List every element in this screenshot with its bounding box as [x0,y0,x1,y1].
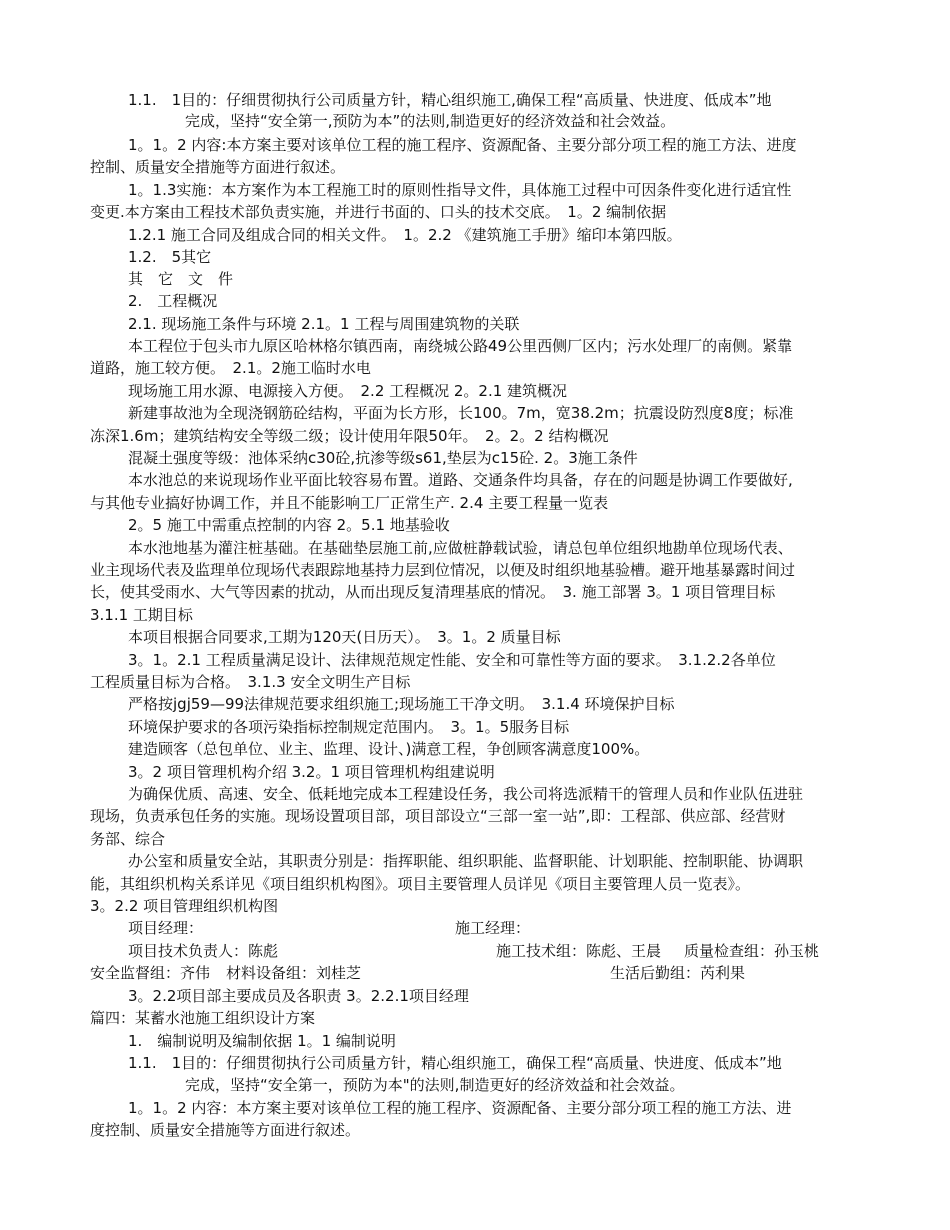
paragraph-line: 长，使其受雨水、大气等因素的扰动，从而出现反复清理基底的情况。 3. 施工部署 3。1 项目管理目标 [90,583,776,601]
paragraph-line: 严格按jgj59—99法律规范要求组织施工;现场施工干净文明。 3.1.4 环境保护目标 [128,695,675,713]
paragraph-line: 本水池地基为灌注桩基础。在基础垫层施工前,应做桩静载试验，请总包单位组织地勘单位现场代表、 [128,539,793,557]
section-heading: 1. 编制说明及编制依据 1。1 编制说明 [128,1032,396,1050]
paragraph-line: 完成，坚持“安全第一，预防为本"的法则,制造更好的经济效益和社会效益。 [185,1076,685,1094]
section-heading: 其 它 文 件 [128,270,234,288]
paragraph-line: 1.2.1 施工合同及组成合同的相关文件。 1。2.2 《建筑施工手册》缩印本第四版。 [128,226,682,244]
paragraph-line: 1.1. 1目的：仔细贯彻执行公司质量方针，精心组织施工,确保工程“高质量、快进度、低成本”地 [128,91,772,109]
paragraph-line: 与其他专业搞好协调工作，并且不能影响工厂正常生产. 2.4 主要工程量一览表 [90,494,609,512]
paragraph-line: 新建事故池为全现浇钢筋砼结构，平面为长方形，长100。7m，宽38.2m；抗震设防烈度8度；标准 [128,404,794,422]
paragraph-line: 完成，坚持“安全第一,预防为本”的法则,制造更好的经济效益和社会效益。 [185,112,676,130]
paragraph-line: 工程质量目标为合格。 3.1.3 安全文明生产目标 [90,673,411,691]
paragraph-line: 冻深1.6m；建筑结构安全等级二级；设计使用年限50年。 2。2。2 结构概况 [90,427,609,445]
paragraph-line: 3.1.1 工期目标 [90,606,193,624]
paragraph-line: 度控制、质量安全措施等方面进行叙述。 [90,1121,361,1139]
paragraph-line: 3。2 项目管理机构介绍 3.2。1 项目管理机构组建说明 [128,763,495,781]
org-tech-group: 施工技术组：陈彪、王晨 [496,942,662,960]
paragraph-line: 业主现场代表及监理单位现场代表跟踪地基持力层到位情况，以便及时组织地基验槽。避开地基暴露时间过 [90,561,796,579]
org-materials-group: 材料设备组：刘桂芝 [226,964,362,982]
paragraph-line: 本水池总的来说现场作业平面比较容易布置。道路、交通条件均具备，存在的问题是协调工作要做好, [128,471,793,489]
paragraph-line: 混凝土强度等级：池体采纳c30砼,抗渗等级s61,垫层为c15砼. 2。3施工条件 [128,449,638,467]
paragraph-line: 3。2.2项目部主要成员及各职责 3。2.2.1项目经理 [128,987,469,1005]
section-heading: 2. 工程概况 [128,292,218,310]
org-safety-group: 安全监督组：齐伟 [90,964,211,982]
paragraph-line: 1。1。2 内容：本方案主要对该单位工程的施工程序、资源配备、主要分部分项工程的施工方法、进 [128,1099,792,1117]
paragraph-line: 务部、综合 [90,830,166,848]
org-quality-group: 质量检查组：孙玉桃 [684,942,820,960]
paragraph-line: 办公室和质量安全站，其职责分别是：指挥职能、组织职能、监督职能、计划职能、控制职能、协调职 [128,852,804,870]
paragraph-line: 3。2.2 项目管理组织机构图 [90,897,279,915]
paragraph-line: 本项目根据合同要求,工期为120天(日历天）。 3。1。2 质量目标 [128,628,561,646]
paragraph-line: 现场施工用水源、电源接入方便。 2.2 工程概况 2。2.1 建筑概况 [128,382,568,400]
paragraph-line: 2.1. 现场施工条件与环境 2.1。1 工程与周围建筑物的关联 [128,315,520,333]
paragraph-line: 1。1.3实施：本方案作为本工程施工时的原则性指导文件，具体施工过程中可因条件变化进行适宜性 [128,181,792,199]
paragraph-line: 道路，施工较方便。 2.1。2施工临时水电 [90,359,371,377]
paragraph-line: 为确保优质、高速、安全、低耗地完成本工程建设任务，我公司将选派精干的管理人员和作业队伍进驻 [128,785,804,803]
paragraph-line: 能，其组织机构关系详见《项目组织机构图》。项目主要管理人员详见《项目主要管理人员一览表》。 [90,875,751,893]
org-project-manager: 项目经理： [128,919,204,937]
paragraph-line: 2。5 施工中需重点控制的内容 2。5.1 地基验收 [128,516,450,534]
paragraph-line: 现场，负责承包任务的实施。现场设置项目部，项目部设立“三部一室一站”,即：工程部、供应部、经营财 [90,807,786,825]
paragraph-line: 环境保护要求的各项污染指标控制规定范围内。 3。1。5服务目标 [128,718,570,736]
paragraph-line: 1.1. 1目的：仔细贯彻执行公司质量方针，精心组织施工，确保工程“高质量、快进度、低成本”地 [128,1054,782,1072]
paragraph-line: 本工程位于包头市九原区哈林格尔镇西南，南绕城公路49公里西侧厂区内；污水处理厂的南侧。紧靠 [128,337,793,355]
org-tech-lead: 项目技术负责人：陈彪 [128,942,279,960]
paragraph-line: 1.2. 5其它 [128,248,212,266]
paragraph-line: 3。1。2.1 工程质量满足设计、法律规范规定性能、安全和可靠性等方面的要求。 3.1.2.2各单位 [128,651,776,669]
section-heading: 篇四：某蓄水池施工组织设计方案 [90,1009,316,1027]
paragraph-line: 控制、质量安全措施等方面进行叙述。 [90,158,346,176]
paragraph-line: 建造顾客（总包单位、业主、监理、设计、)满意工程，争创顾客满意度100%。 [128,740,650,758]
org-logistics-group: 生活后勤组：芮利果 [610,964,746,982]
org-construction-manager: 施工经理： [455,919,531,937]
paragraph-line: 1。1。2 内容:本方案主要对该单位工程的施工程序、资源配备、主要分部分项工程的施工方法、进度 [128,136,797,154]
paragraph-line: 变更.本方案由工程技术部负责实施，并进行书面的、口头的技术交底。 1。2 编制依据 [90,203,667,221]
